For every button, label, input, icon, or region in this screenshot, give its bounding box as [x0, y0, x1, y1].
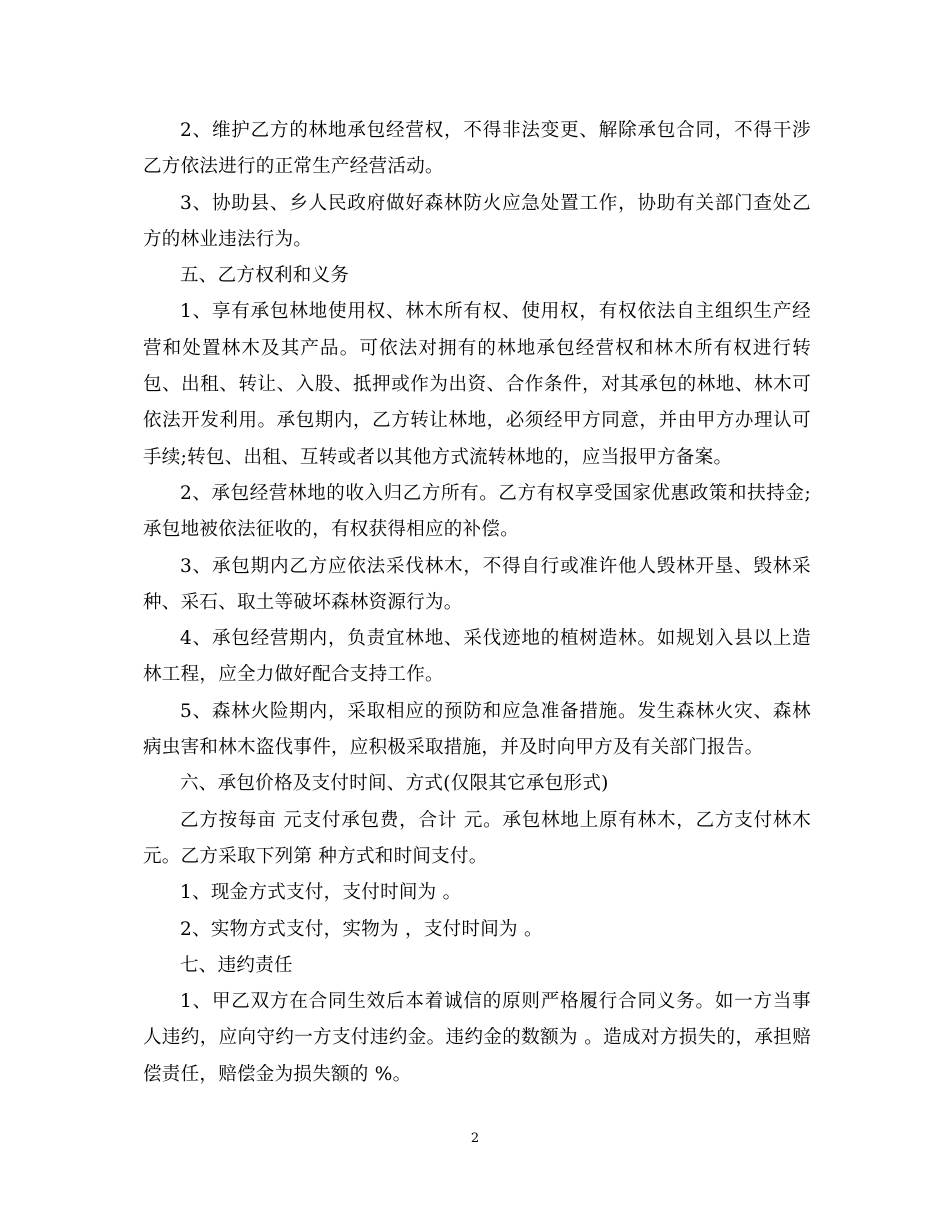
page-number: 2 [470, 1131, 480, 1146]
paragraph-right-2: 2、承包经营林地的收入归乙方所有。乙方有权享受国家优惠政策和扶持金;承包地被依法征收的，有权获得相应的补偿。 [143, 482, 811, 541]
section-heading-5: 五、乙方权利和义务 [180, 265, 350, 287]
paragraph-payment-terms: 乙方按每亩 元支付承包费，合计 元。承包林地上原有林木，乙方支付林木 元。乙方采取下列第 种方式和时间支付。 [143, 809, 811, 867]
section-heading-7: 七、违约责任 [180, 954, 293, 976]
paragraph-right-1: 1、享有承包林地使用权、林木所有权、使用权，有权依法自主组织生产经营和处置林木及其产品。可依法对拥有的林地承包经营权和林木所有权进行转包、出租、转让、入股、抵押或作为出资、合作条件，对其承包的林地、林木可依法开发利用。承包期内，乙方转让林地，必须经甲方同意，并由甲方办理认可手续;转包、出租、互转或者以其他方式流转林地的，应当报甲方备案。 [143, 301, 811, 468]
paragraph-payment-in-kind: 2、实物方式支付，实物为 ，支付时间为 。 [180, 918, 543, 940]
paragraph-duty-2: 2、维护乙方的林地承包经营权，不得非法变更、解除承包合同，不得干涉乙方依法进行的正常生产经营活动。 [143, 120, 811, 178]
paragraph-right-3: 3、承包期内乙方应依法采伐林木，不得自行或准许他人毁林开垦、毁林采种、采石、取土等破坏森林资源行为。 [143, 555, 811, 613]
section-heading-6: 六、承包价格及支付时间、方式(仅限其它承包形式) [180, 773, 609, 795]
document-body [143, 113, 811, 1093]
paragraph-payment-cash: 1、现金方式支付，支付时间为 。 [180, 882, 462, 904]
paragraph-duty-3: 3、协助县、乡人民政府做好森林防火应急处置工作，协助有关部门查处乙方的林业违法行为。 [143, 192, 811, 250]
paragraph-liability-1: 1、甲乙双方在合同生效后本着诚信的原则严格履行合同义务。如一方当事人违约，应向守约一方支付违约金。违约金的数额为 。造成对方损失的，承担赔偿责任，赔偿金为损失额的 %。 [143, 991, 811, 1085]
paragraph-right-4: 4、承包经营期内，负责宜林地、采伐迹地的植树造林。如规划入县以上造林工程，应全力做好配合支持工作。 [143, 628, 811, 686]
paragraph-right-5: 5、森林火险期内，采取相应的预防和应急准备措施。发生森林火灾、森林病虫害和林木盗伐事件，应积极采取措施，并及时向甲方及有关部门报告。 [143, 700, 811, 759]
